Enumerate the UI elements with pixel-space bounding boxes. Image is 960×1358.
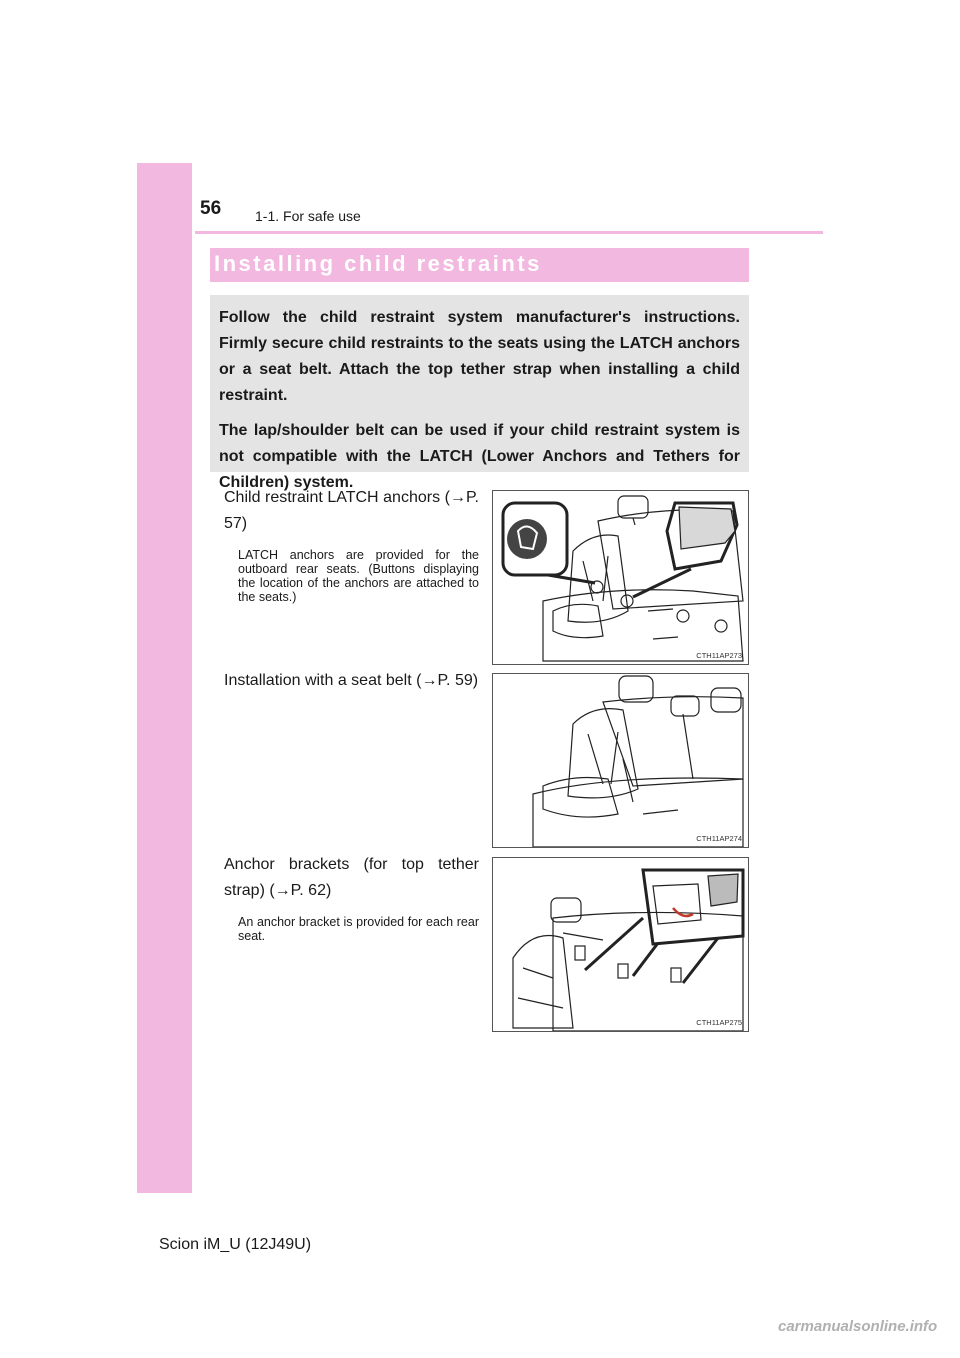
item-label: Anchor brackets (for top tether strap) (→P. 62)	[224, 856, 479, 899]
anchor-bracket-illustration	[493, 858, 748, 1031]
side-tab	[137, 163, 192, 1193]
item-label: Installation with a seat belt (→P. 59)	[224, 672, 479, 689]
page-title: Installing child restraints	[214, 251, 542, 276]
item-note: LATCH anchors are provided for the outboard rear seats. (Buttons displaying the location of the anchors are attached to the seats.)	[238, 548, 479, 604]
intro-paragraph-1: Follow the child restraint system manufacturer's instructions. Firmly secure child restraints to the seats using the LATCH anchors or a seat belt. Attach the top tether strap when installing a child restraint.	[219, 309, 740, 404]
page-number: 56	[200, 198, 222, 219]
header-rule	[195, 231, 823, 234]
item-seat-belt	[224, 668, 479, 694]
illustration-latch-anchors	[492, 490, 749, 665]
intro-box	[210, 295, 749, 491]
item-label: Child restraint LATCH anchors (→P. 57)	[224, 489, 479, 532]
illustration-anchor-brackets	[492, 857, 749, 1032]
intro-paragraph-2: The lap/shoulder belt can be used if your child restraint system is not compatible with the LATCH (Lower Anchors and Tethers for Children) system.	[219, 422, 740, 491]
illustration-seat-belt	[492, 673, 749, 848]
child-seat-illustration	[493, 674, 748, 847]
watermark[interactable]: carmanualsonline.info	[778, 1318, 938, 1335]
image-code: CTH11AP273	[696, 651, 742, 660]
rear-seat-illustration	[493, 491, 748, 664]
title-bar	[210, 248, 749, 282]
item-anchor-brackets	[224, 852, 479, 943]
item-note: An anchor bracket is provided for each rear seat.	[238, 915, 479, 943]
item-latch-anchors	[224, 485, 479, 604]
footer-model: Scion iM_U (12J49U)	[159, 1236, 312, 1253]
image-code: CTH11AP274	[696, 834, 742, 843]
image-code: CTH11AP275	[696, 1018, 742, 1027]
section-title: 1-1. For safe use	[255, 208, 361, 224]
